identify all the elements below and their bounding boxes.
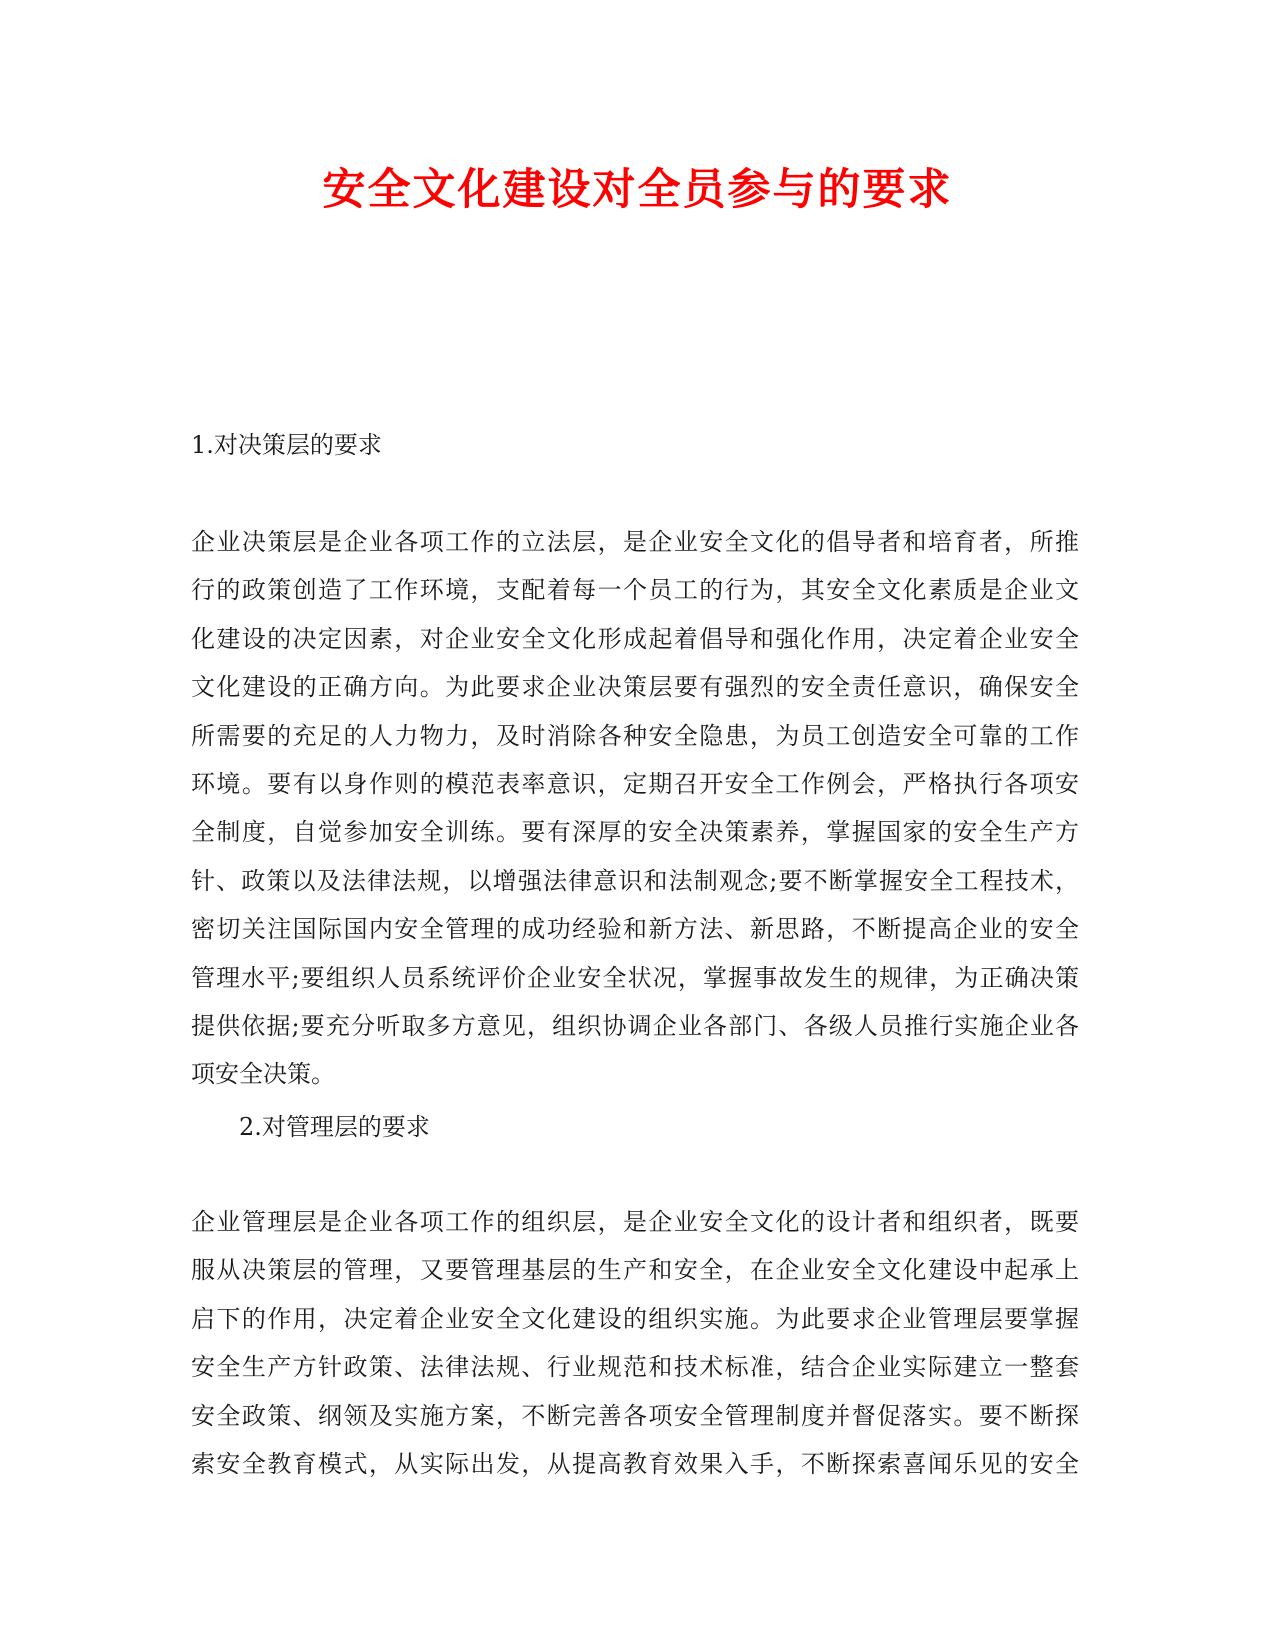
paragraph-line: 安全政策、纲领及实施方案，不断完善各项安全管理制度并督促落实。要不断探 bbox=[191, 1401, 1079, 1430]
paragraph-line: 安全生产方针政策、法律法规、行业规范和技术标准，结合企业实际建立一整套 bbox=[191, 1353, 1079, 1382]
paragraph-line: 行的政策创造了工作环境，支配着每一个员工的行为，其安全文化素质是企业文 bbox=[191, 576, 1079, 605]
paragraph-line: 密切关注国际国内安全管理的成功经验和新方法、新思路，不断提高企业的安全 bbox=[191, 915, 1079, 944]
paragraph-line: 文化建设的正确方向。为此要求企业决策层要有强烈的安全责任意识，确保安全 bbox=[191, 673, 1079, 702]
paragraph-line: 提供依据;要充分听取多方意见，组织协调企业各部门、各级人员推行实施企业各 bbox=[191, 1012, 1079, 1041]
document-title: 安全文化建设对全员参与的要求 bbox=[322, 165, 953, 215]
paragraph-line: 企业管理层是企业各项工作的组织层，是企业安全文化的设计者和组织者，既要 bbox=[191, 1208, 1079, 1236]
paragraph-management-layer bbox=[191, 1198, 1079, 1488]
paragraph-line: 针、政策以及法律法规，以增强法律意识和法制观念;要不断掌握安全工程技术， bbox=[191, 866, 1079, 895]
paragraph-line: 企业决策层是企业各项工作的立法层，是企业安全文化的倡导者和培育者，所推 bbox=[191, 528, 1079, 556]
paragraph-decision-layer bbox=[191, 518, 1079, 1099]
section-heading-decision-layer: 1.对决策层的要求 bbox=[191, 431, 382, 459]
paragraph-line: 管理水平;要组织人员系统评价企业安全状况，掌握事故发生的规律，为正确决策 bbox=[191, 963, 1079, 992]
paragraph-line: 索安全教育模式，从实际出发，从提高教育效果入手，不断探索喜闻乐见的安全 bbox=[191, 1450, 1079, 1479]
paragraph-line: 全制度，自觉参加安全训练。要有深厚的安全决策素养，掌握国家的安全生产方 bbox=[191, 818, 1079, 847]
paragraph-line: 服从决策层的管理，又要管理基层的生产和安全，在企业安全文化建设中起承上 bbox=[191, 1256, 1079, 1285]
paragraph-line: 项安全决策。 bbox=[191, 1060, 335, 1089]
paragraph-line: 环境。要有以身作则的模范表率意识，定期召开安全工作例会，严格执行各项安 bbox=[191, 770, 1079, 799]
paragraph-line: 启下的作用，决定着企业安全文化建设的组织实施。为此要求企业管理层要掌握 bbox=[191, 1304, 1079, 1333]
paragraph-line: 所需要的充足的人力物力，及时消除各种安全隐患，为员工创造安全可靠的工作 bbox=[191, 721, 1079, 750]
section-heading-management-layer: 2.对管理层的要求 bbox=[239, 1113, 430, 1141]
paragraph-line: 化建设的决定因素，对企业安全文化形成起着倡导和强化作用，决定着企业安全 bbox=[191, 624, 1079, 653]
